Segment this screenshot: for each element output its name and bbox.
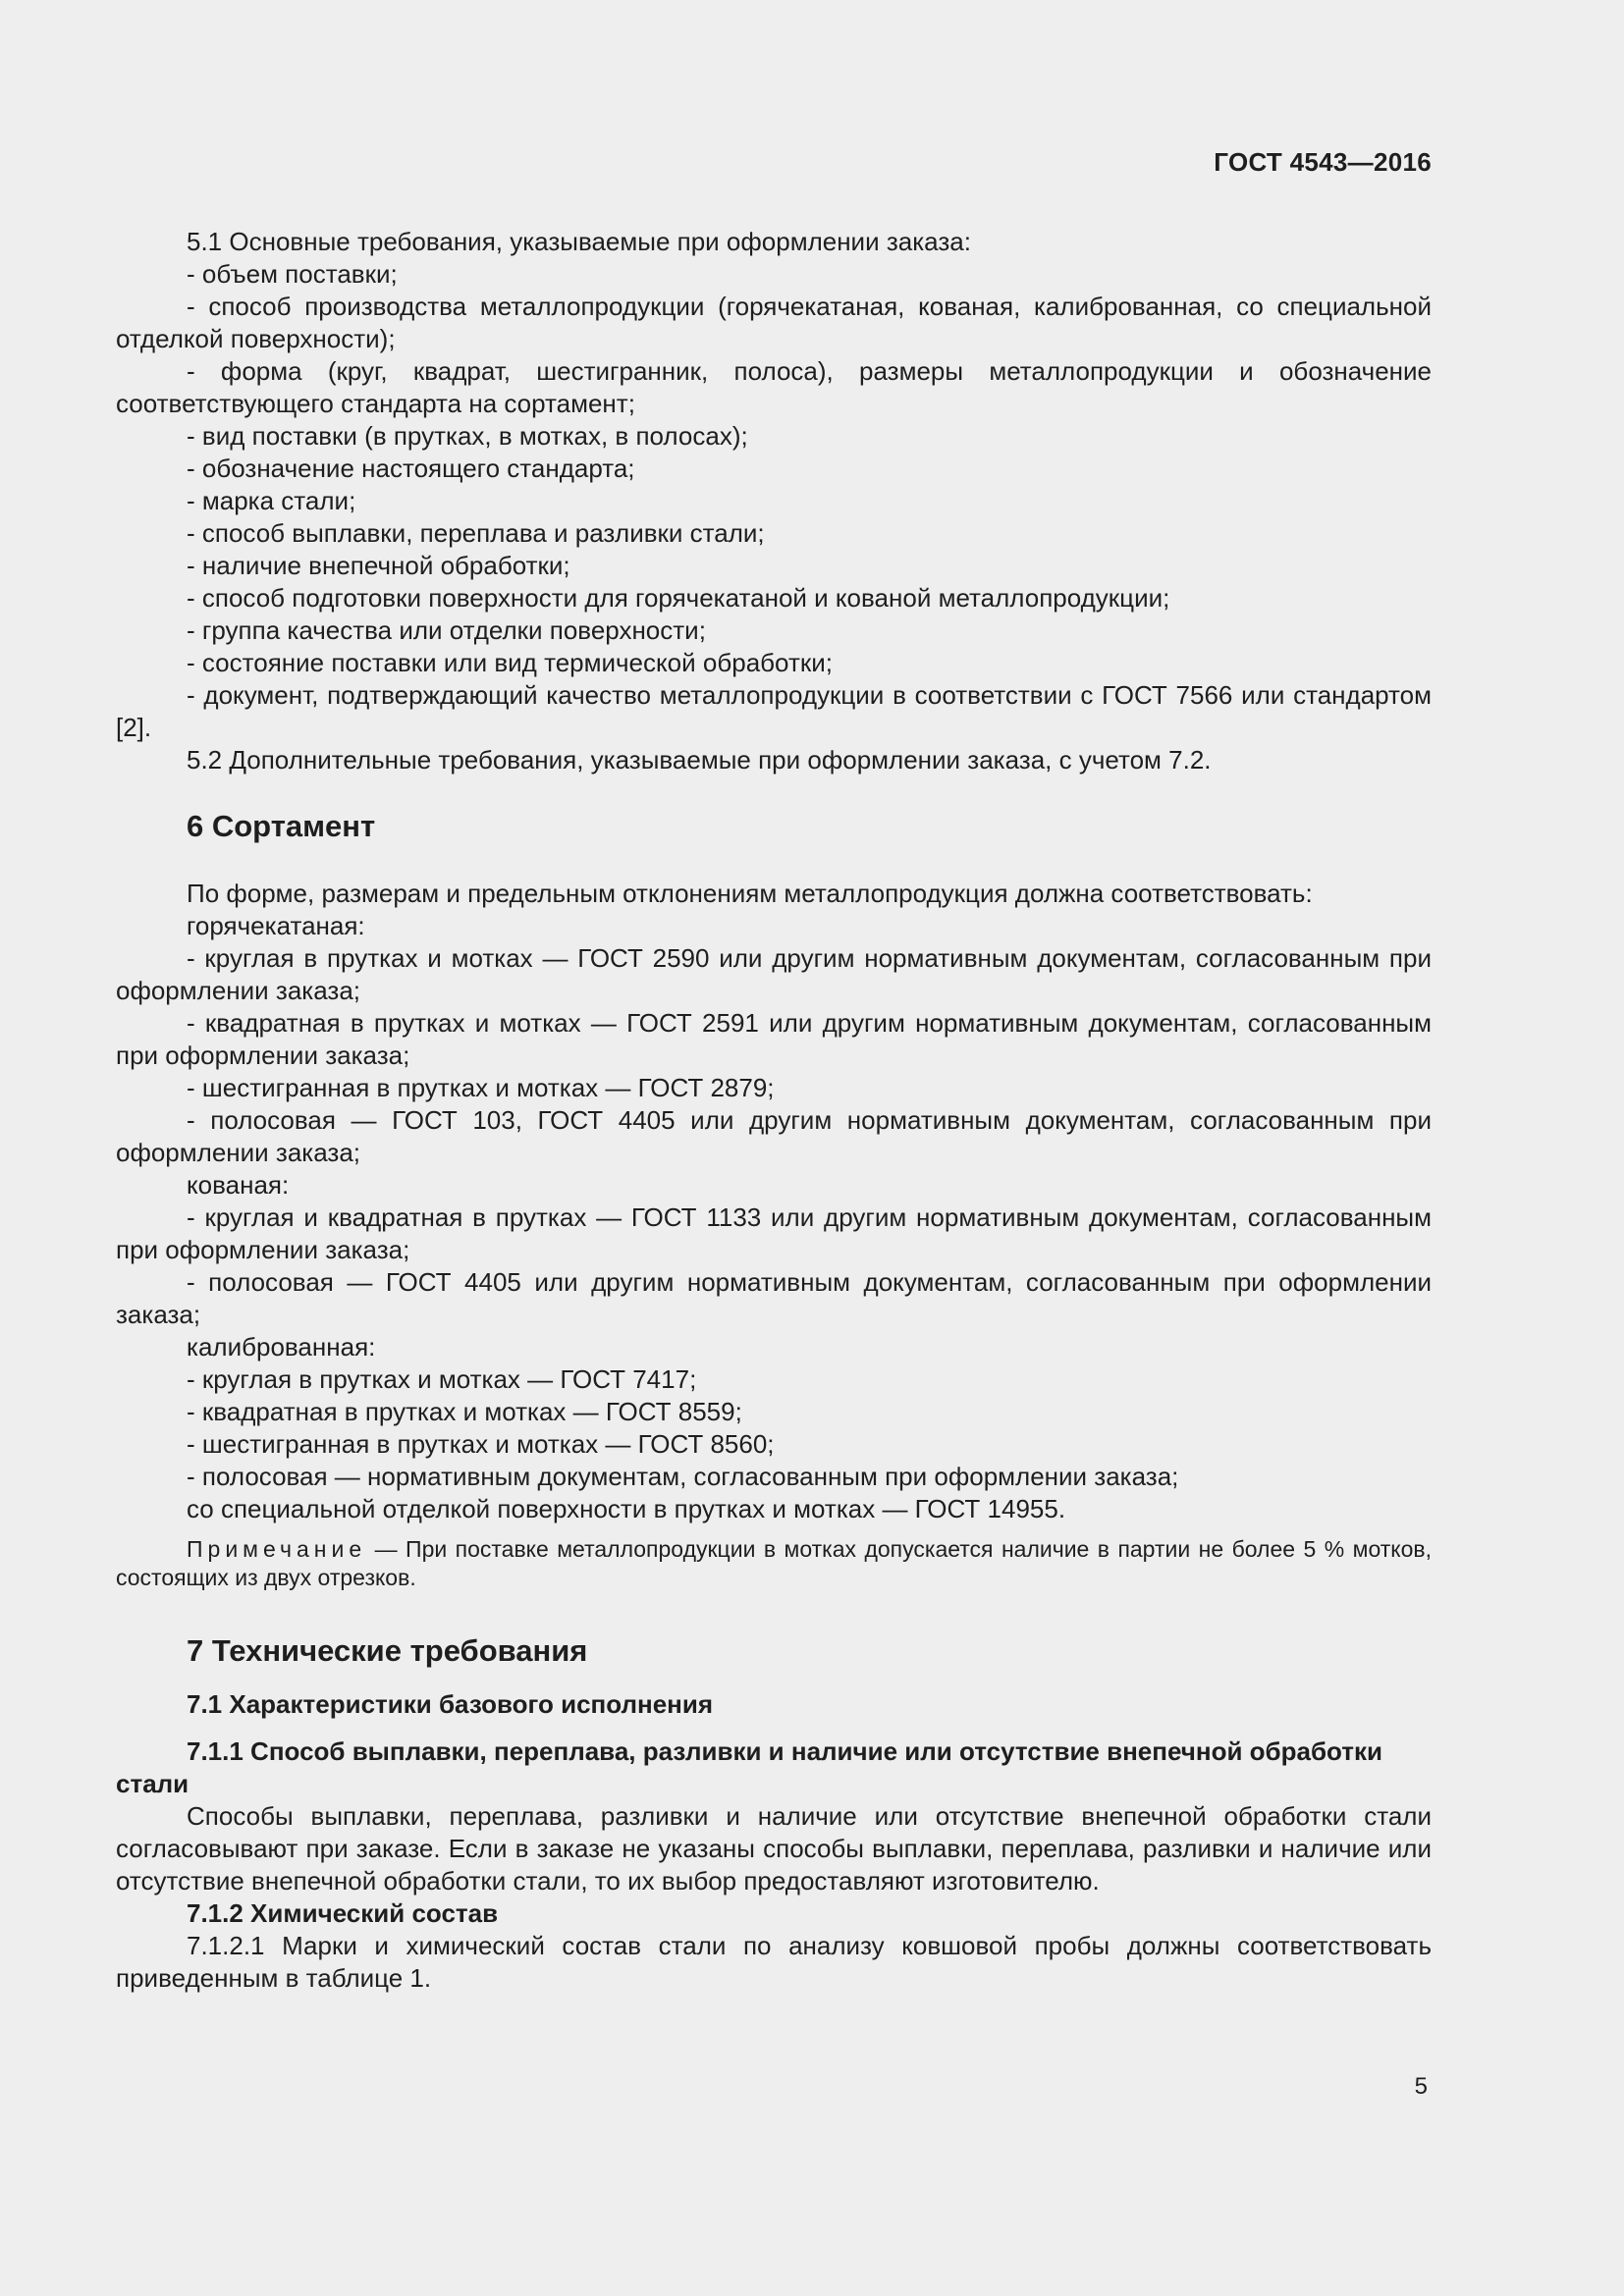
paragraph-7-1-2-1: 7.1.2.1 Марки и химический состав стали по анализу ковшовой пробы должны соответствовать приведенным в таблице 1. xyxy=(116,1931,1432,1993)
list-item: - наличие внепечной обработки; xyxy=(187,551,570,580)
list-item: - полосовая — ГОСТ 103, ГОСТ 4405 или другим нормативным документам, согласованным при оформлении заказа; xyxy=(116,1105,1432,1167)
list-item: - круглая в прутках и мотках — ГОСТ 7417; xyxy=(187,1364,697,1394)
section-7-heading: 7 Технические требования xyxy=(187,1633,588,1668)
list-item: - группа качества или отделки поверхности; xyxy=(187,615,706,645)
section-6-heading: 6 Сортамент xyxy=(187,809,376,843)
list-item: - полосовая — нормативным документам, согласованным при оформлении заказа; xyxy=(187,1462,1179,1491)
list-item: со специальной отделкой поверхности в прутках и мотках — ГОСТ 14955. xyxy=(187,1494,1066,1523)
list-item: - форма (круг, квадрат, шестигранник, полоса), размеры металлопродукции и обозначение соответствующего стандарта на сортамент; xyxy=(116,356,1432,418)
list-item: - шестигранная в прутках и мотках — ГОСТ 2879; xyxy=(187,1073,775,1102)
section-5-1: 5.1 Основные требования, указываемые при оформлении заказа: xyxy=(187,227,971,256)
note-text: — При поставке металлопродукции в мотках допускается наличие в партии не более 5 % мотков, состоящих из двух отрезков. xyxy=(116,1536,1432,1590)
list-item: - документ, подтверждающий качество металлопродукции в соответствии с ГОСТ 7566 или стандартом [2]. xyxy=(116,680,1432,742)
list-item: По форме, размерам и предельным отклонениям металлопродукция должна соответствовать: xyxy=(187,879,1313,908)
note-label: Примечание xyxy=(187,1536,367,1562)
list-item: - способ выплавки, переплава и разливки стали; xyxy=(187,518,765,548)
list-item: - вид поставки (в прутках, в мотках, в полосах); xyxy=(187,421,748,451)
subsection-7-1-2-heading: 7.1.2 Химический состав xyxy=(187,1898,499,1928)
note xyxy=(116,1535,1432,1592)
list-item: - полосовая — ГОСТ 4405 или другим нормативным документам, согласованным при оформлении заказа; xyxy=(116,1267,1432,1329)
page-number: 5 xyxy=(1414,2073,1428,2100)
subsection-7-1-1-heading: 7.1.1 Способ выплавки, переплава, разливки и наличие или отсутствие внепечной обработки стали xyxy=(116,1736,1382,1798)
list-item: - обозначение настоящего стандарта; xyxy=(187,454,635,483)
page-content xyxy=(116,226,1432,1995)
section-5-2: 5.2 Дополнительные требования, указываемые при оформлении заказа, с учетом 7.2. xyxy=(187,745,1212,774)
list-item: - шестигранная в прутках и мотках — ГОСТ 8560; xyxy=(187,1429,775,1459)
list-item: - марка стали; xyxy=(187,486,356,515)
document-header: ГОСТ 4543—2016 xyxy=(1214,147,1432,177)
list-item: - способ подготовки поверхности для горячекатаной и кованой металлопродукции; xyxy=(187,583,1170,613)
list-item: горячекатаная: xyxy=(187,911,365,940)
paragraph-7-1-1: Способы выплавки, переплава, разливки и наличие или отсутствие внепечной обработки стали согласовывают при заказе. Если в заказе не указаны способы выплавки, переплава, разливки и наличие или отсутствие внепечной обработки стали, то их выбор предоставляют изготовителю. xyxy=(116,1801,1432,1896)
list-item: - объем поставки; xyxy=(187,259,398,289)
list-item: - круглая и квадратная в прутках — ГОСТ 1133 или другим нормативным документам, согласованным при оформлении заказа; xyxy=(116,1202,1432,1264)
list-item: кованая: xyxy=(187,1170,290,1200)
list-item: - способ производства металлопродукции (горячекатаная, кованая, калиброванная, со специальной отделкой поверхности); xyxy=(116,292,1432,353)
list-item: калиброванная: xyxy=(187,1332,376,1362)
list-item: - квадратная в прутках и мотках — ГОСТ 2591 или другим нормативным документам, согласованным при оформлении заказа; xyxy=(116,1008,1432,1070)
list-item: - состояние поставки или вид термической обработки; xyxy=(187,648,833,677)
list-item: - круглая в прутках и мотках — ГОСТ 2590 или другим нормативным документам, согласованным при оформлении заказа; xyxy=(116,943,1432,1005)
subsection-7-1-heading: 7.1 Характеристики базового исполнения xyxy=(187,1689,714,1719)
list-item: - квадратная в прутках и мотках — ГОСТ 8559; xyxy=(187,1397,742,1426)
